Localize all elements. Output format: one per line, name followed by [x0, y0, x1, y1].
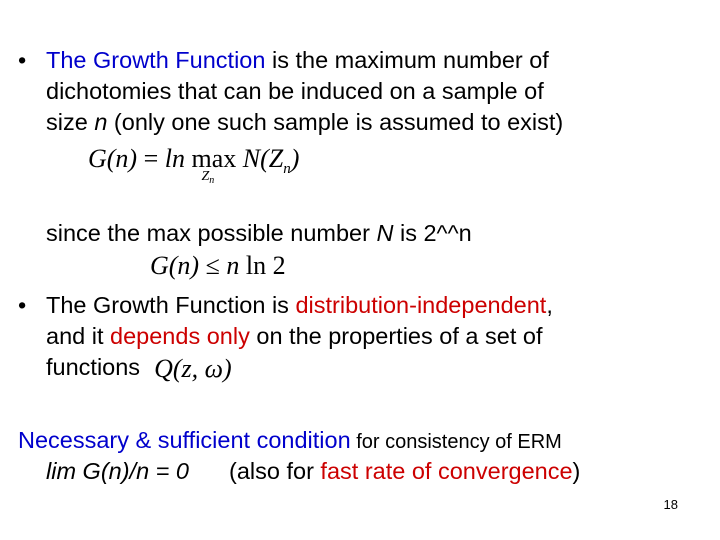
bullet-marker: • [18, 47, 27, 73]
condition-detail-line: lim G(n)/n = 0 (also for fast rate of convergence) [46, 458, 581, 484]
depends-only-term: depends only [110, 323, 250, 349]
growth-function-formula: G(n) = ln max $Z_n$ $N(Z_n)$ [88, 144, 300, 186]
since-line: since the max possible number N is 2^^n [46, 220, 472, 246]
condition-line: Necessary & sufficient condition for consistency of ERM [18, 427, 562, 453]
distribution-independent-term: distribution-independent [295, 292, 547, 318]
growth-function-term: The Growth Function [46, 47, 266, 73]
bullet-marker: • [18, 292, 27, 318]
bullet-text: The Growth Function is distribution-independent, and it depends only on the properties of a set of functions Q(z, ω) [46, 292, 553, 383]
growth-bound-formula: G(n) ≤ n ln 2 [150, 251, 286, 280]
condition-term: Necessary & sufficient condition [18, 427, 351, 453]
bullet-text: The Growth Function is the maximum number of dichotomies that can be induced on a sample of size n (only one such sample is assumed to exist) [46, 47, 564, 135]
max-operator: max $Z_n$ [191, 144, 237, 186]
function-set-formula: Q(z, ω) [154, 354, 232, 383]
fast-convergence-term: fast rate of convergence [320, 458, 573, 484]
page-number: 18 [663, 497, 678, 512]
limit-expression: lim G(n)/n = 0 [46, 458, 189, 484]
